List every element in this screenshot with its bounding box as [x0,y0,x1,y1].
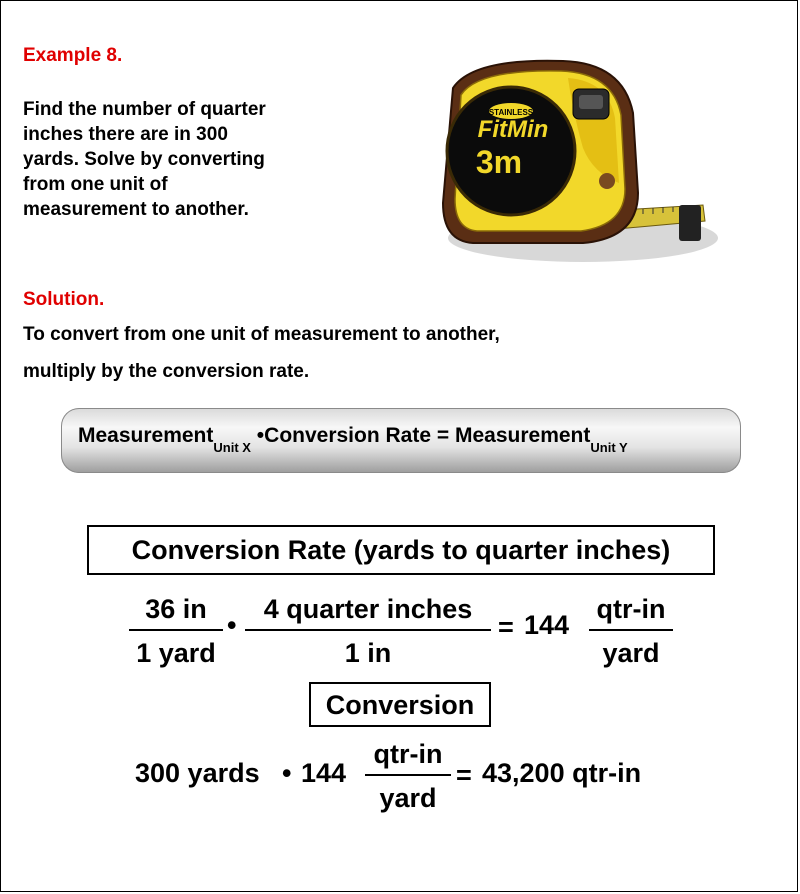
conversion-fraction-denominator: yard [379,783,437,813]
formula-term-x: Measurement [78,424,214,447]
conversion-result: 43,200 qtr-in [482,758,642,788]
solution-label: Solution. [23,289,105,310]
formula-term-y: Measurement [454,424,591,447]
formula-dot: • [256,424,265,447]
fraction-bar [245,629,491,631]
example-label: Example 8. [23,45,123,66]
conversion-fraction-numerator: qtr-in [373,739,443,769]
rate-dot: • [227,610,237,640]
rate-fraction-1 [129,591,223,671]
formula-equals: = [436,424,450,447]
formula-middle: Conversion Rate [264,424,432,447]
conversion-title: Conversion [309,682,491,727]
rate-fraction-3 [589,591,673,671]
conversion-lhs: 300 yards [135,758,260,788]
rate-fraction-2 [245,591,491,671]
rate-value: 144 [524,610,570,640]
formula-subscript-x: Unit X [213,440,251,455]
rate-equals: = [498,612,514,642]
rate-fraction-3-numerator: qtr-in [596,594,666,624]
solution-intro-line-1: To convert from one unit of measurement to another, [23,324,500,345]
fraction-bar [129,629,223,631]
tape-measure-image [433,53,723,271]
conversion-equals: = [456,760,472,790]
tape-brand-top: STAINLESS [488,108,534,117]
problem-text: Find the number of quarter inches there are in 300 yards. Solve by converting from one unit of measurement to another. [23,99,266,220]
rate-fraction-2-numerator: 4 quarter inches [263,594,473,624]
conversion-dot: • [282,758,292,788]
conversion-fraction [365,736,451,816]
tape-size: 3m [475,144,523,180]
general-formula-bar [61,408,741,473]
rate-fraction-3-denominator: yard [602,638,660,668]
solution-intro-line-2: multiply by the conversion rate. [23,361,310,382]
conversion-rate-title: Conversion Rate (yards to quarter inches) [87,525,715,575]
fraction-bar [365,774,451,776]
rate-fraction-1-numerator: 36 in [145,594,207,624]
conversion-rate-value: 144 [301,758,347,788]
tape-brand: FitMin [477,116,549,143]
fraction-bar [589,629,673,631]
formula-subscript-y: Unit Y [590,440,628,455]
rate-fraction-2-denominator: 1 in [344,638,392,668]
rate-fraction-1-denominator: 1 yard [136,638,216,668]
general-formula [78,424,628,455]
